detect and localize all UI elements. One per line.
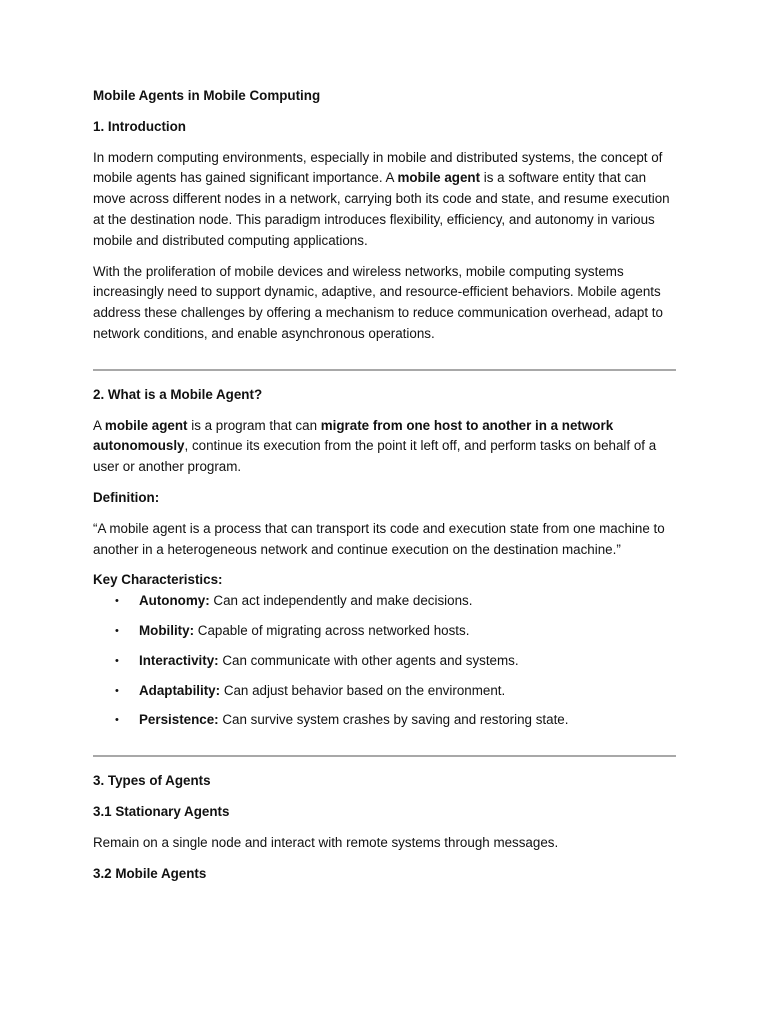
bold-run: mobile agent bbox=[397, 170, 481, 186]
list-item-term: Mobility: bbox=[139, 622, 195, 638]
list-item-term: Persistence: bbox=[139, 712, 219, 728]
intro-paragraph-1 bbox=[93, 148, 676, 252]
bullet-icon: • bbox=[115, 714, 119, 727]
subsection-3-1-text: Remain on a single node and interact with remote systems through messages. bbox=[93, 834, 559, 850]
definition-quote: “A mobile agent is a process that can transport its code and execution state from one machine to another in a heterogeneous network and continue execution on the destination machine.” bbox=[93, 520, 665, 557]
list-item-term: Adaptability: bbox=[139, 682, 221, 698]
bullet-icon: • bbox=[115, 624, 119, 637]
list-item bbox=[93, 621, 676, 642]
section-3-heading: 3. Types of Agents bbox=[93, 773, 211, 789]
intro-paragraph-2: With the proliferation of mobile devices and wireless networks, mobile computing systems increasingly need to support dynamic, adaptive, and resource-efficient behaviors. Mobile agents address these challenges by offering a mechanism to reduce communication overhead, adapt to network conditions, and enable asynchronous operations. bbox=[93, 263, 663, 341]
text-run: A bbox=[93, 417, 105, 433]
list-item-term: Autonomy: bbox=[139, 593, 210, 609]
definition-label: Definition: bbox=[93, 489, 160, 505]
text-run: , continue its execution from the point it left off, and perform tasks on behalf of a user or another program. bbox=[93, 438, 657, 475]
text-run: is a software entity that can move across different nodes in a network, carrying both its code and state, and resume execution at the destination node. This paradigm introduces flexibility, efficiency, and autonomy in various mobile and distributed computing applications. bbox=[93, 170, 670, 248]
document-page bbox=[93, 86, 676, 884]
list-item bbox=[93, 710, 676, 731]
list-item-term: Interactivity: bbox=[139, 652, 219, 668]
subsection-3-2-heading: 3.2 Mobile Agents bbox=[93, 865, 207, 881]
document-title: Mobile Agents in Mobile Computing bbox=[93, 88, 321, 103]
section-1-heading: 1. Introduction bbox=[93, 118, 186, 134]
key-characteristics-label: Key Characteristics: bbox=[93, 572, 223, 588]
bullet-icon: • bbox=[115, 654, 119, 667]
list-item-desc: Can adjust behavior based on the environment. bbox=[220, 682, 506, 698]
characteristics-list bbox=[93, 591, 676, 731]
bold-run: mobile agent bbox=[104, 417, 188, 433]
definition-intro-paragraph bbox=[93, 416, 676, 478]
bold-run: migrate from one host to another in a network autonomously bbox=[93, 417, 614, 454]
list-item-desc: Can survive system crashes by saving and restoring state. bbox=[218, 712, 569, 728]
list-item bbox=[93, 591, 676, 612]
bullet-icon: • bbox=[115, 684, 119, 697]
subsection-3-1-heading: 3.1 Stationary Agents bbox=[93, 803, 230, 819]
list-item bbox=[93, 681, 676, 702]
list-item-desc: Can communicate with other agents and systems. bbox=[218, 652, 519, 668]
section-2-heading: 2. What is a Mobile Agent? bbox=[93, 386, 263, 402]
text-run: In modern computing environments, especially in mobile and distributed systems, the concept of mobile agents has gained significant importance. A bbox=[93, 149, 663, 186]
list-item bbox=[93, 651, 676, 672]
text-run: is a program that can bbox=[187, 417, 321, 433]
list-item-desc: Capable of migrating across networked hosts. bbox=[194, 622, 470, 638]
bullet-icon: • bbox=[115, 595, 119, 608]
list-item-desc: Can act independently and make decisions. bbox=[209, 593, 473, 609]
